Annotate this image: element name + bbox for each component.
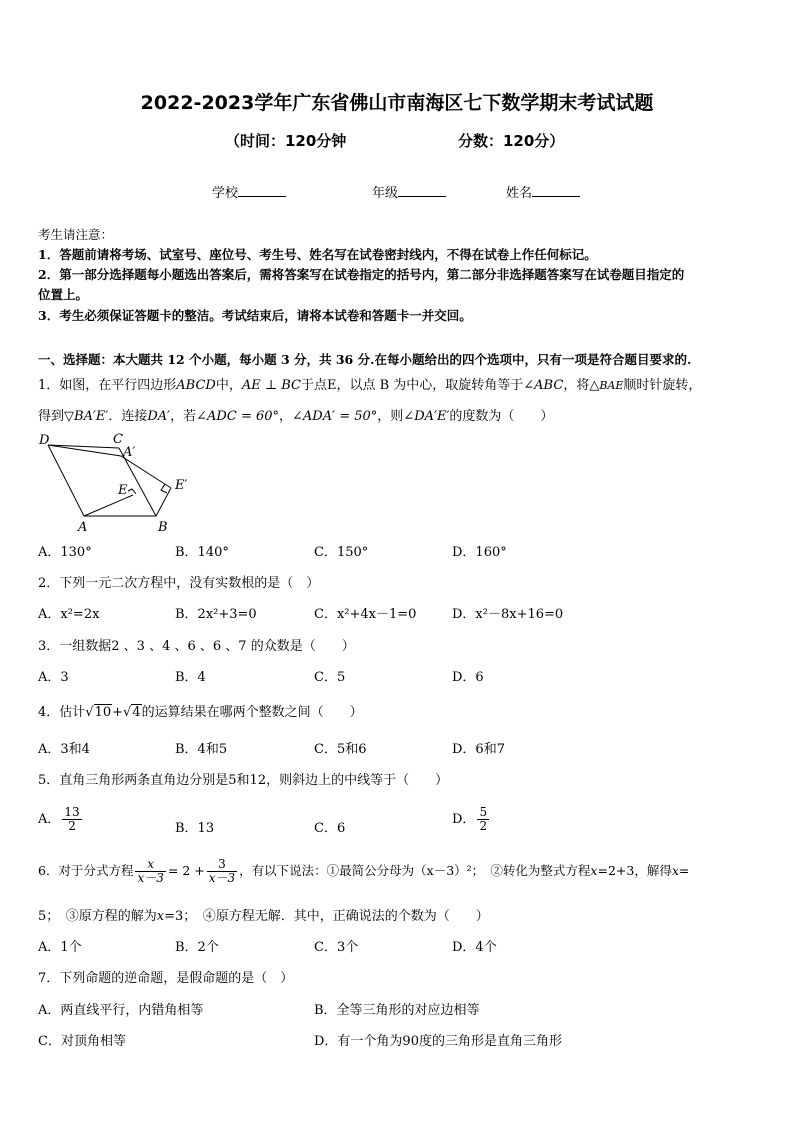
q3-option-b[interactable]: B．4 xyxy=(175,670,206,685)
q6-option-b[interactable]: B．2个 xyxy=(175,940,219,955)
segment-A1E1 xyxy=(121,456,171,488)
q3-stem: 3．一组数据2 、3 、4 、6 、6 、7 的众数是（ ） xyxy=(38,639,355,654)
q5-option-b[interactable]: B．13 xyxy=(175,821,215,836)
q7-option-a[interactable]: A．两直线平行，内错角相等 xyxy=(38,1003,204,1018)
q5-option-c[interactable]: C．6 xyxy=(314,821,346,836)
note-1: 1．答题前请将考场、试室号、座位号、考生号、姓名写在试卷密封线内，不得在试卷上作任何标记。 xyxy=(38,247,597,262)
q1-option-b[interactable]: B．140° xyxy=(175,545,229,560)
sqrt-10: √10 xyxy=(85,705,112,720)
total-score: 分数：120分） xyxy=(458,132,565,150)
q1-option-c[interactable]: C．150° xyxy=(314,545,369,560)
label-C: C xyxy=(113,432,123,447)
notes-heading: 考生请注意： xyxy=(38,227,114,242)
label-D: D xyxy=(39,433,50,448)
label-A1: A′ xyxy=(123,445,136,460)
q6-option-d[interactable]: D．4个 xyxy=(452,940,497,955)
label-E1: E′ xyxy=(175,478,188,493)
q7-option-d[interactable]: D．有一个角为90度的三角形是直角三角形 xyxy=(314,1034,562,1049)
right-angle-E xyxy=(128,489,136,494)
sqrt-4: √4 xyxy=(123,705,141,720)
q3-option-d[interactable]: D．6 xyxy=(452,670,484,685)
q4-option-a[interactable]: A．3和4 xyxy=(38,742,90,757)
q3-option-a[interactable]: A．3 xyxy=(38,670,69,685)
segment-AD xyxy=(48,445,84,516)
grade-field: 年级 xyxy=(372,182,446,201)
school-blank[interactable] xyxy=(238,183,286,197)
q1-figure xyxy=(36,432,206,538)
grade-blank[interactable] xyxy=(398,183,446,197)
q7-option-c[interactable]: C．对顶角相等 xyxy=(38,1034,126,1049)
name-blank[interactable] xyxy=(532,183,580,197)
fraction-x-over-x-3: $\frac{x}{x-3}$ xyxy=(137,857,164,886)
fraction-13-2: $\frac{13}{2}$ xyxy=(64,805,80,834)
page-title: 2022-2023学年广东省佛山市南海区七下数学期末考试试题 xyxy=(140,92,654,114)
q1-option-a[interactable]: A．130° xyxy=(38,545,92,560)
fraction-3-over-x-3: $\frac{3}{x-3}$ xyxy=(208,857,236,886)
label-E: E xyxy=(118,483,128,498)
fraction-5-2: $\frac{5}{2}$ xyxy=(479,805,488,834)
q2-option-a[interactable]: A．x²=2x xyxy=(38,607,100,622)
q5-stem: 5．直角三角形两条直角边分别是5和12，则斜边上的中线等于（ ） xyxy=(38,773,449,788)
q2-option-d[interactable]: D．x²－8x+16=0 xyxy=(452,607,564,622)
q7-stem: 7．下列命题的逆命题，是假命题的是（ ） xyxy=(38,971,294,986)
q1-option-d[interactable]: D．160° xyxy=(452,545,507,560)
q6-stem-line1: 6．对于分式方程 $\frac{x}{x-3}$ = 2 + $\frac{3}{x-3}$ ，有以下说法：①最简公分母为（x－3）²； ②转化为整式方程x=2+3，解得x= xyxy=(38,857,690,886)
label-B: B xyxy=(158,520,168,535)
time-limit: （时间：120分钟 xyxy=(225,132,347,150)
q6-option-a[interactable]: A．1个 xyxy=(38,940,82,955)
q2-option-b[interactable]: B．2x²+3=0 xyxy=(175,607,257,622)
segment-E1B xyxy=(156,488,171,516)
q5-option-d[interactable]: D． $\frac{5}{2}$ xyxy=(452,805,488,834)
q2-option-c[interactable]: C．x²+4x－1=0 xyxy=(314,607,417,622)
q6-option-c[interactable]: C．3个 xyxy=(314,940,359,955)
segment-AE xyxy=(84,495,133,516)
note-3: 3．考生必须保证答题卡的整洁。考试结束后，请将本试卷和答题卡一并交回。 xyxy=(38,308,472,323)
label-A: A xyxy=(78,520,88,535)
q7-option-b[interactable]: B．全等三角形的对应边相等 xyxy=(314,1003,480,1018)
q4-option-d[interactable]: D．6和7 xyxy=(452,742,505,757)
section-heading: 一、选择题：本大题共 12 个小题，每小题 3 分，共 36 分.在每小题给出的四个选项中，只有一项是符合题目要求的. xyxy=(38,352,692,367)
q2-stem: 2．下列一元二次方程中，没有实数根的是（ ） xyxy=(38,576,320,591)
q4-option-b[interactable]: B．4和5 xyxy=(175,742,228,757)
q6-stem-line2: 5； ③原方程的解为x=3； ④原方程无解．其中，正确说法的个数为（ ） xyxy=(38,909,489,924)
q4-option-c[interactable]: C．5和6 xyxy=(314,742,367,757)
q1-stem-line2: 得到▽BA′E′．连接DA′，若∠ADC = 60°，∠ADA′ = 50°，则∠DA′E′的度数为（ ） xyxy=(38,409,554,424)
note-2: 2．第一部分选择题每小题选出答案后，需将答案写在试卷指定的括号内，第二部分非选择题答案写在试卷题目指定的 xyxy=(38,267,685,282)
note-2-cont: 位置上。 xyxy=(38,287,89,302)
q5-option-a[interactable]: A． $\frac{13}{2}$ xyxy=(38,805,80,834)
q3-option-c[interactable]: C．5 xyxy=(314,670,346,685)
name-field: 姓名 xyxy=(506,182,580,201)
q1-stem-line1: 1．如图，在平行四边形ABCD中，AE ⊥ BC于点E，以点 B 为中心，取旋转角等于∠ABC，将△BAE顺时针旋转， xyxy=(38,378,702,393)
q4-stem: 4．估计√10+√4的运算结果在哪两个整数之间（ ） xyxy=(38,705,363,720)
school-field: 学校 xyxy=(212,182,286,201)
